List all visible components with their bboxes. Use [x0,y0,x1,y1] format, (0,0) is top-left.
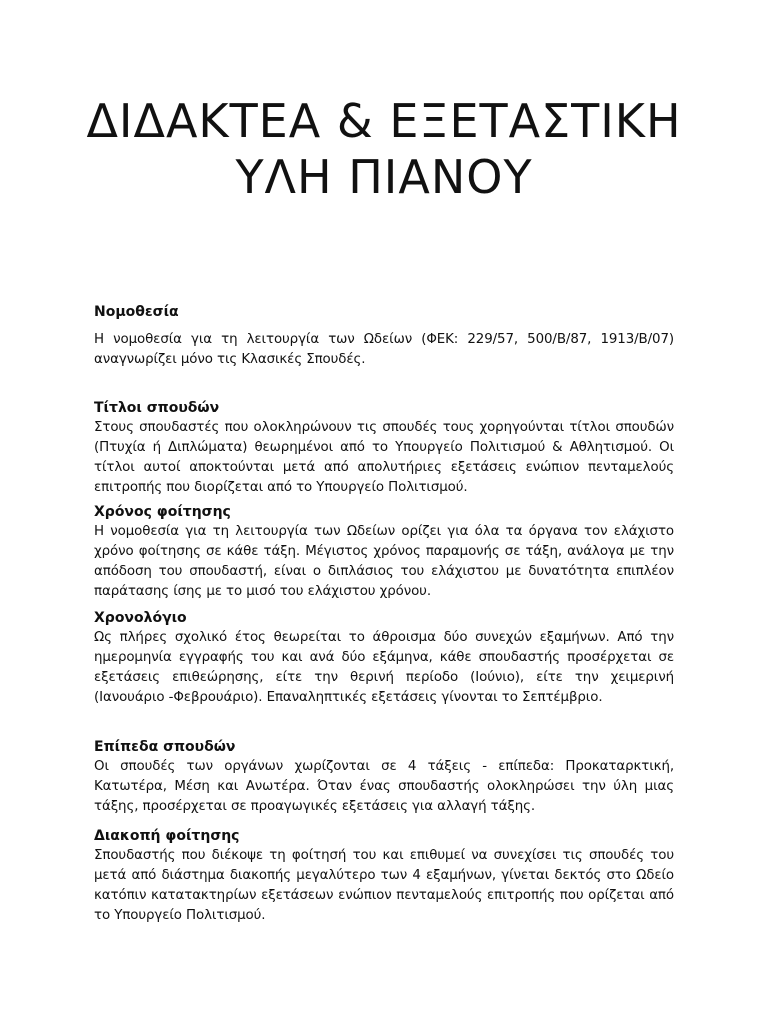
section-text: Η νομοθεσία για τη λειτουργία των Ωδείων ορίζει για όλα τα όργανα τον ελάχιστο χρόνο φοίτησης σε κάθε τάξη. Μέγιστος χρόνος παραμονής σε τάξη, ανάλογα με την απόδοση του σπουδαστή, είναι ο διπλάσιος του ελάχιστου με δυνατότητα επιπλέον παράτασης ίσης με το μισό του ελάχιστου χρόνου. [94,524,674,599]
section-study-duration [94,502,674,602]
section-text: Σπουδαστής που διέκοψε τη φοίτησή του και επιθυμεί να συνεχίσει τις σπουδές του μετά από διάστημα διακοπής μεγαλύτερο των 4 εξαμήνων, γίνεται δεκτός στο Ωδείο κατόπιν κατατακτηρίων εξετάσεων ενώπιον πενταμελούς επιτροπής που ορίζεται από το Υπουργείο Πολιτισμού. [94,848,674,923]
section-text: Οι σπουδές των οργάνων χωρίζονται σε 4 τάξεις - επίπεδα: Προκαταρκτική, Κατωτέρα, Μέση και Ανωτέρα. Όταν ένας σπουδαστής ολοκληρώσει την ύλη μιας τάξης, προσέρχεται σε προαγωγικές εξετάσεις για αλλαγή τάξης. [94,759,674,814]
page-title [0,93,768,205]
section-heading: Νομοθεσία [94,304,179,320]
section-study-levels [94,737,674,817]
section-heading: Επίπεδα σπουδών [94,739,236,755]
section-interruption [94,826,674,926]
section-heading: Τίτλοι σπουδών [94,400,220,416]
title-line-2: ΥΛΗ ΠΙΑΝΟΥ [235,150,533,204]
section-text: Ως πλήρες σχολικό έτος θεωρείται το άθροισμα δύο συνεχών εξαμήνων. Από την ημερομηνία εγγραφής του και ανά δύο εξάμηνα, κάθε σπουδαστής προσέρχεται σε εξετάσεις επιθεώρησης, είτε την θερινή περίοδο (Ιούνιο), είτε την χειμερινή (Ιανουάριο -Φεβρουάριο). Επαναληπτικές εξετάσεις γίνονται το Σεπτέμβριο. [94,630,674,705]
section-heading: Χρονολόγιο [94,610,187,626]
section-text: Στους σπουδαστές που ολοκληρώνουν τις σπουδές τους χορηγούνται τίτλοι σπουδών (Πτυχία ή Διπλώματα) θεωρημένοι από το Υπουργείο Πολιτισμού & Αθλητισμού. Οι τίτλοι αυτοί αποκτούνται μετά από απολυτήριες εξετάσεις ενώπιον πενταμελούς επιτροπής που διορίζεται από το Υπουργείο Πολιτισμού. [94,420,674,495]
section-heading: Χρόνος φοίτησης [94,504,231,520]
title-line-1: ΔΙΔΑΚΤΕΑ & ΕΞΕΤΑΣΤΙΚΗ [86,94,682,148]
section-legislation [94,302,674,370]
section-heading: Διακοπή φοίτησης [94,828,240,844]
section-timeline [94,608,674,708]
section-text: Η νομοθεσία για τη λειτουργία των Ωδείων (ΦΕΚ: 229/57, 500/Β/87, 1913/Β/07) αναγνωρίζει μόνο τις Κλασικές Σπουδές. [94,332,674,367]
section-degrees [94,398,674,498]
